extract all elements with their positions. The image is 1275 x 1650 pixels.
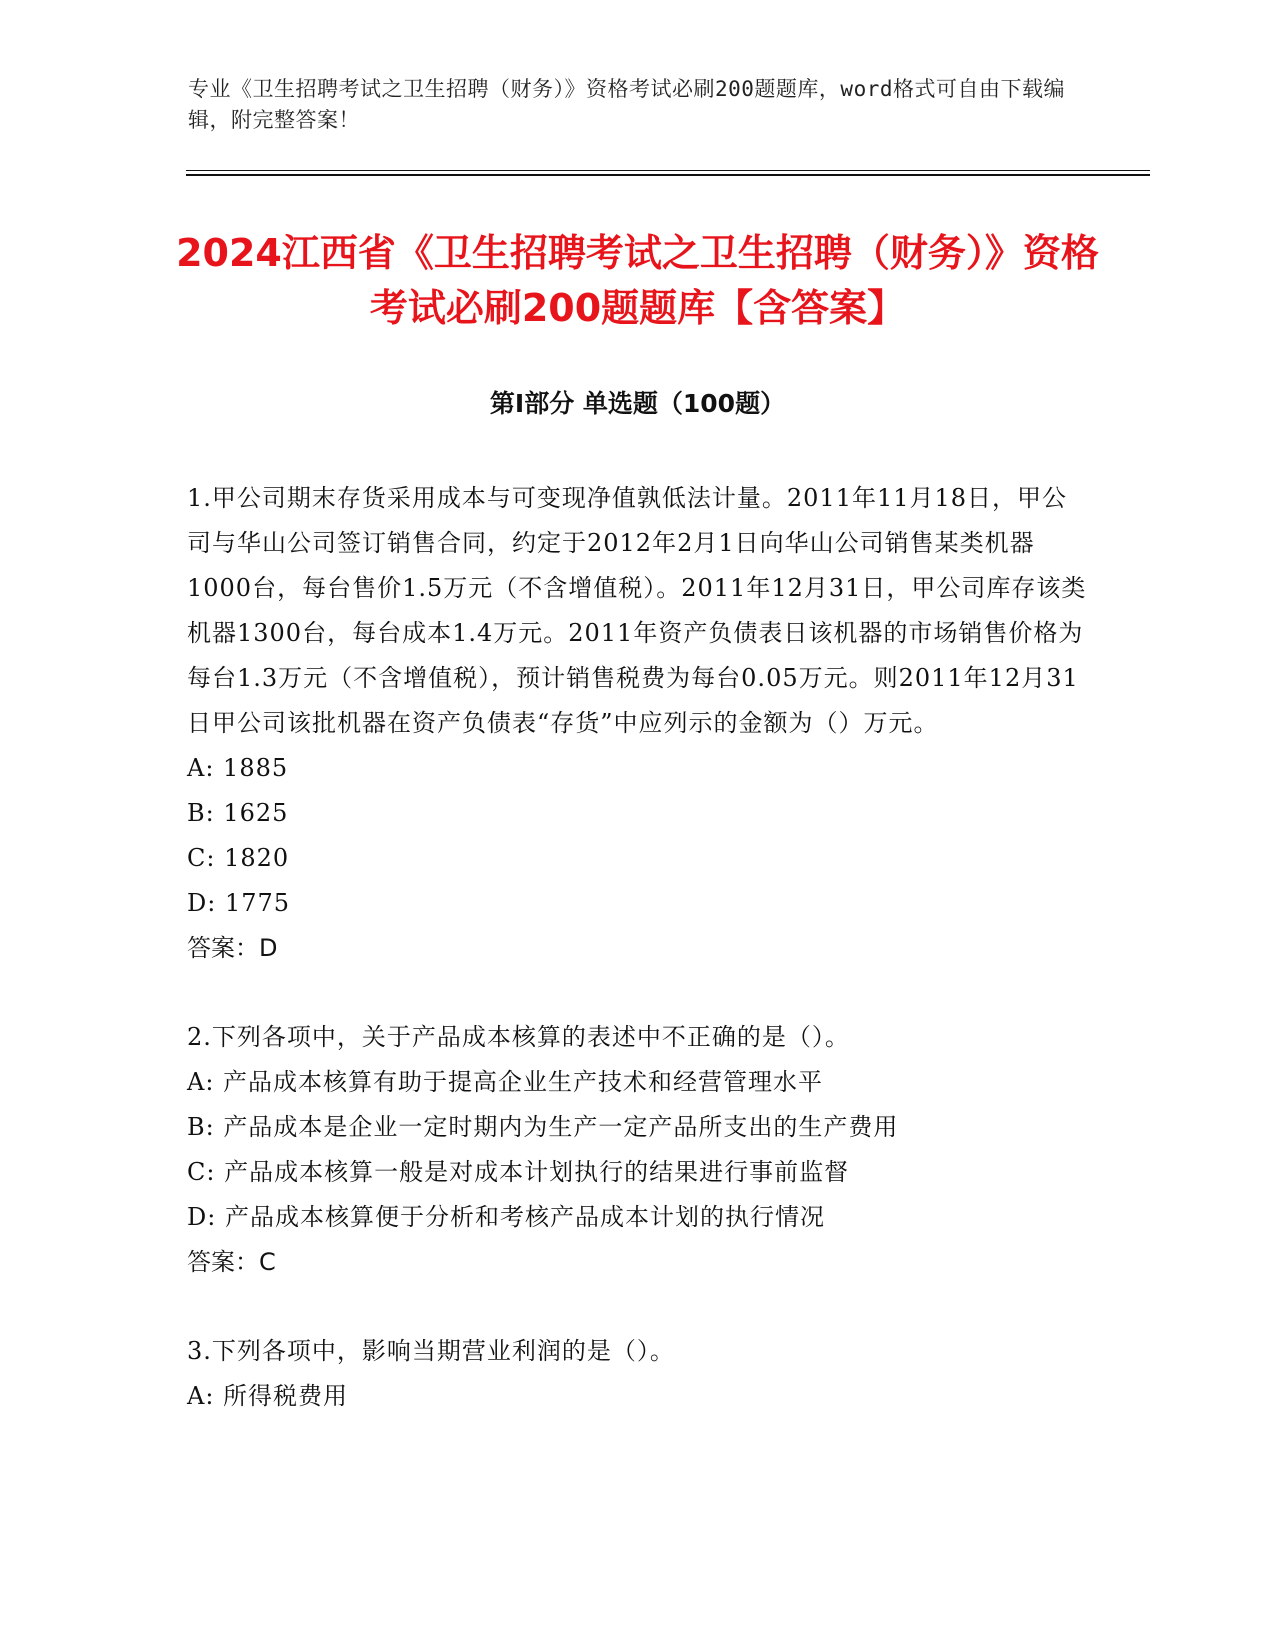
option-b: B: 产品成本是企业一定时期内为生产一定产品所支出的生产费用 [187, 1113, 899, 1141]
document-title: 2024江西省《卫生招聘考试之卫生招聘（财务）》资格考试必刷200题题库【含答案】 [176, 231, 1099, 330]
question-list [187, 476, 1087, 1463]
answer: 答案：C [187, 1248, 276, 1276]
option-c: C: 1820 [187, 844, 290, 872]
question-stem: 2.下列各项中，关于产品成本核算的表述中不正确的是（）。 [187, 1023, 850, 1051]
header-rule-thin [186, 170, 1150, 171]
option-d: D: 产品成本核算便于分析和考核产品成本计划的执行情况 [187, 1203, 825, 1231]
option-c: C: 产品成本核算一般是对成本计划执行的结果进行事前监督 [187, 1158, 850, 1186]
header-note: 专业《卫生招聘考试之卫生招聘（财务）》资格考试必刷200题题库，word格式可自由下载编辑，附完整答案！ [188, 77, 1065, 132]
question-stem: 3.下列各项中，影响当期营业利润的是（）。 [187, 1337, 675, 1365]
question-2 [187, 1015, 1087, 1285]
section-heading: 第Ⅰ部分 单选题（100题） [489, 389, 786, 418]
option-d: D: 1775 [187, 889, 291, 917]
header-rule-thick [186, 174, 1150, 176]
option-a: A: 1885 [187, 754, 289, 782]
option-b: B: 1625 [187, 799, 289, 827]
answer: 答案：D [187, 934, 278, 962]
question-stem: 1.甲公司期末存货采用成本与可变现净值孰低法计量。2011年11月18日，甲公司与华山公司签订销售合同，约定于2012年2月1日向华山公司销售某类机器1000台，每台售价1.5万元（不含增值税）。2011年12月31日，甲公司库存该类机器1300台，每台成本1.4万元。2011年资产负债表日该机器的市场销售价格为每台1.3万元（不含增值税），预计销售税费为每台0.05万元。则2011年12月31日甲公司该批机器在资产负债表“存货”中应列示的金额为（）万元。 [187, 484, 1087, 737]
option-a: A: 产品成本核算有助于提高企业生产技术和经营管理水平 [187, 1068, 824, 1096]
option-a: A: 所得税费用 [187, 1382, 349, 1410]
question-3 [187, 1329, 1087, 1419]
question-1 [187, 476, 1087, 971]
